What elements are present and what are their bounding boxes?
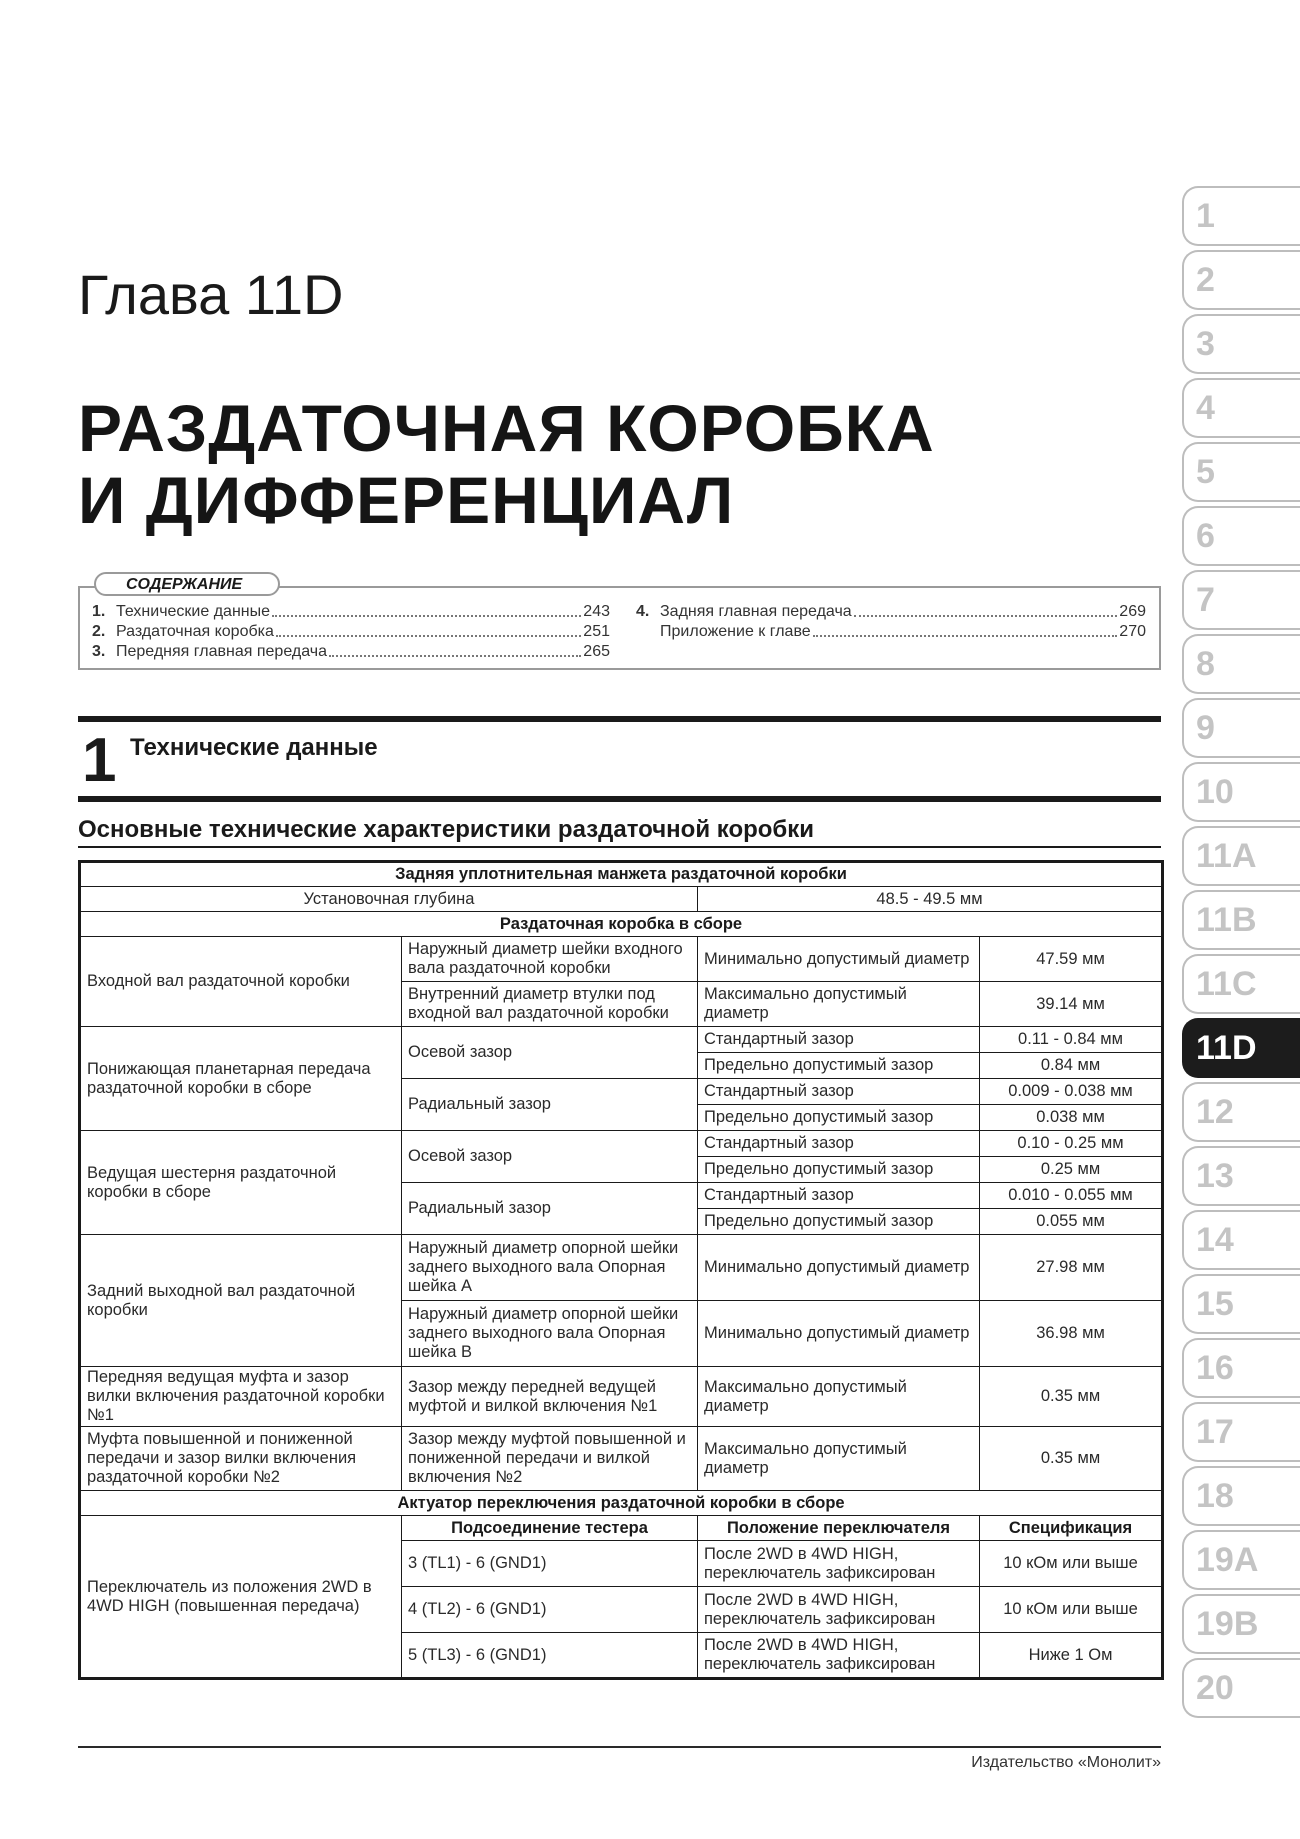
cell-param: Радиальный зазор [402,1079,698,1131]
table-row [80,862,1163,887]
cell-value: 36.98 мм [980,1301,1163,1367]
toc-item[interactable] [92,602,610,622]
cell-seal-label: Установочная глубина [80,887,698,912]
table-row [80,1027,1163,1053]
chapter-tab-10[interactable]: 10 [1182,762,1300,822]
cell-spec: Ниже 1 Ом [980,1633,1163,1679]
chapter-tab-6[interactable]: 6 [1182,506,1300,566]
cell-value: 0.25 мм [980,1157,1163,1183]
table-row [80,937,1163,982]
toc-item-page: 270 [1119,623,1146,640]
cell-param: Зазор между муфтой повышенной и пониженной передачи и вилкой включения №2 [402,1427,698,1491]
chapter-tab-7[interactable]: 7 [1182,570,1300,630]
toc-item-number: 1. [92,603,106,620]
toc-item-number: 2. [92,623,106,640]
chapter-tab-17[interactable]: 17 [1182,1402,1300,1462]
cell-tester: 5 (TL3) - 6 (GND1) [402,1633,698,1679]
toc-item[interactable] [92,622,610,642]
toc-item-label: Приложение к главе [660,623,811,640]
toc-column-right [636,602,1146,642]
cell-value: 0.055 мм [980,1209,1163,1235]
column-header-tester: Подсоединение тестера [402,1516,698,1541]
subsection-title: Основные технические характеристики раздаточной коробки [78,816,815,843]
chapter-title [78,392,978,536]
cell-planetary: Понижающая планетарная передача раздаточной коробки в сборе [80,1027,402,1131]
table-row [80,887,1163,912]
cell-rear-output: Задний выходной вал раздаточной коробки [80,1235,402,1367]
footer-rule [78,1746,1161,1748]
group-header-actuator: Актуатор переключения раздаточной коробки в сборе [80,1491,1163,1516]
cell-value: 27.98 мм [980,1235,1163,1301]
column-header-spec: Спецификация [980,1516,1163,1541]
table-row [80,1235,1163,1301]
cell-position: После 2WD в 4WD HIGH, переключатель зафиксирован [698,1541,980,1587]
toc-heading: СОДЕРЖАНИЕ [94,572,280,596]
chapter-title-line-1: РАЗДАТОЧНАЯ КОРОБКА [78,391,935,465]
section-number: 1 [82,726,117,795]
chapter-tab-18[interactable]: 18 [1182,1466,1300,1526]
cell-condition: Минимально допустимый диаметр [698,1235,980,1301]
cell-condition: Максимально допустимый диаметр [698,1367,980,1427]
cell-input-shaft: Входной вал раздаточной коробки [80,937,402,1027]
table-row [80,1516,1163,1541]
subsection-rule [78,846,1161,848]
cell-param: Наружный диаметр опорной шейки заднего выходного вала Опорная шейка А [402,1235,698,1301]
group-header-assembly: Раздаточная коробка в сборе [80,912,1163,937]
chapter-thumb-tabs [1182,186,1300,1722]
cell-condition: Предельно допустимый зазор [698,1105,980,1131]
cell-spec: 10 кОм или выше [980,1541,1163,1587]
cell-value: 0.038 мм [980,1105,1163,1131]
cell-param: Осевой зазор [402,1131,698,1183]
chapter-tab-13[interactable]: 13 [1182,1146,1300,1206]
toc-item-label: Передняя главная передача [116,643,327,660]
toc-item-label: Раздаточная коробка [116,623,274,640]
chapter-tab-3[interactable]: 3 [1182,314,1300,374]
table-row [80,1367,1163,1427]
specifications-table [78,860,1164,1680]
chapter-tab-9[interactable]: 9 [1182,698,1300,758]
chapter-tab-8[interactable]: 8 [1182,634,1300,694]
cell-front-clutch: Передняя ведущая муфта и зазор вилки включения раздаточной коробки №1 [80,1367,402,1427]
cell-tester: 4 (TL2) - 6 (GND1) [402,1587,698,1633]
section-title: Технические данные [130,734,378,761]
cell-param: Наружный диаметр опорной шейки заднего выходного вала Опорная шейка В [402,1301,698,1367]
chapter-tab-1[interactable]: 1 [1182,186,1300,246]
chapter-tab-19b[interactable]: 19B [1182,1594,1300,1654]
chapter-tab-15[interactable]: 15 [1182,1274,1300,1334]
chapter-tab-4[interactable]: 4 [1182,378,1300,438]
chapter-tab-16[interactable]: 16 [1182,1338,1300,1398]
cell-value: 0.009 - 0.038 мм [980,1079,1163,1105]
chapter-tab-19a[interactable]: 19A [1182,1530,1300,1590]
table-row [80,1131,1163,1157]
cell-value: 0.35 мм [980,1367,1163,1427]
cell-position: После 2WD в 4WD HIGH, переключатель зафиксирован [698,1587,980,1633]
cell-param: Радиальный зазор [402,1183,698,1235]
toc-column-left [92,602,610,662]
toc-item-page: 251 [583,623,610,640]
chapter-tab-11a[interactable]: 11A [1182,826,1300,886]
section-rule-bottom [78,796,1161,802]
cell-value: 0.010 - 0.055 мм [980,1183,1163,1209]
chapter-title-line-2: И ДИФФЕРЕНЦИАЛ [78,463,735,537]
chapter-tab-11d[interactable]: 11D [1182,1018,1300,1078]
cell-condition: Стандартный зазор [698,1183,980,1209]
toc-item-page: 269 [1119,603,1146,620]
publisher-footer: Издательство «Монолит» [971,1754,1161,1771]
cell-condition: Стандартный зазор [698,1079,980,1105]
chapter-label: Глава 11D [78,263,344,326]
cell-condition: Предельно допустимый зазор [698,1157,980,1183]
toc-item-number: 3. [92,643,106,660]
cell-param: Зазор между передней ведущей муфтой и вилкой включения №1 [402,1367,698,1427]
cell-condition: Максимально допустимый диаметр [698,982,980,1027]
toc-item-number: 4. [636,603,650,620]
cell-value: 0.11 - 0.84 мм [980,1027,1163,1053]
column-header-position: Положение переключателя [698,1516,980,1541]
chapter-tab-2[interactable]: 2 [1182,250,1300,310]
cell-seal-value: 48.5 - 49.5 мм [698,887,1163,912]
cell-condition: Стандартный зазор [698,1027,980,1053]
cell-actuator-switch: Переключатель из положения 2WD в 4WD HIGH (повышенная передача) [80,1516,402,1679]
cell-param: Внутренний диаметр втулки под входной вал раздаточной коробки [402,982,698,1027]
toc-item[interactable] [636,602,1146,622]
cell-condition: Предельно допустимый зазор [698,1209,980,1235]
cell-condition: Максимально допустимый диаметр [698,1427,980,1491]
cell-drive-gear: Ведущая шестерня раздаточной коробки в сборе [80,1131,402,1235]
cell-value: 0.10 - 0.25 мм [980,1131,1163,1157]
cell-spec: 10 кОм или выше [980,1587,1163,1633]
cell-condition: Стандартный зазор [698,1131,980,1157]
cell-param: Осевой зазор [402,1027,698,1079]
section-rule-top [78,716,1161,722]
cell-value: 0.84 мм [980,1053,1163,1079]
chapter-tab-20[interactable]: 20 [1182,1658,1300,1718]
chapter-tab-5[interactable]: 5 [1182,442,1300,502]
cell-tester: 3 (TL1) - 6 (GND1) [402,1541,698,1587]
cell-condition: Предельно допустимый зазор [698,1053,980,1079]
cell-range-clutch: Муфта повышенной и пониженной передачи и зазор вилки включения раздаточной коробки №2 [80,1427,402,1491]
table-of-contents [78,576,1161,670]
toc-item[interactable] [92,642,610,662]
toc-item-label: Технические данные [116,603,271,620]
table-row [80,1491,1163,1516]
toc-item-number [636,622,660,642]
cell-value: 0.35 мм [980,1427,1163,1491]
table-row [80,1427,1163,1491]
toc-item[interactable] [636,622,1146,642]
toc-item-page: 243 [583,603,610,620]
cell-position: После 2WD в 4WD HIGH, переключатель зафиксирован [698,1633,980,1679]
cell-condition: Минимально допустимый диаметр [698,1301,980,1367]
cell-value: 39.14 мм [980,982,1163,1027]
chapter-tab-14[interactable]: 14 [1182,1210,1300,1270]
chapter-tab-11c[interactable]: 11C [1182,954,1300,1014]
chapter-tab-12[interactable]: 12 [1182,1082,1300,1142]
toc-item-page: 265 [583,643,610,660]
group-header-seal: Задняя уплотнительная манжета раздаточной коробки [80,862,1163,887]
toc-item-label: Задняя главная передача [660,603,852,620]
chapter-tab-11b[interactable]: 11B [1182,890,1300,950]
table-row [80,912,1163,937]
cell-param: Наружный диаметр шейки входного вала раздаточной коробки [402,937,698,982]
cell-condition: Минимально допустимый диаметр [698,937,980,982]
cell-value: 47.59 мм [980,937,1163,982]
